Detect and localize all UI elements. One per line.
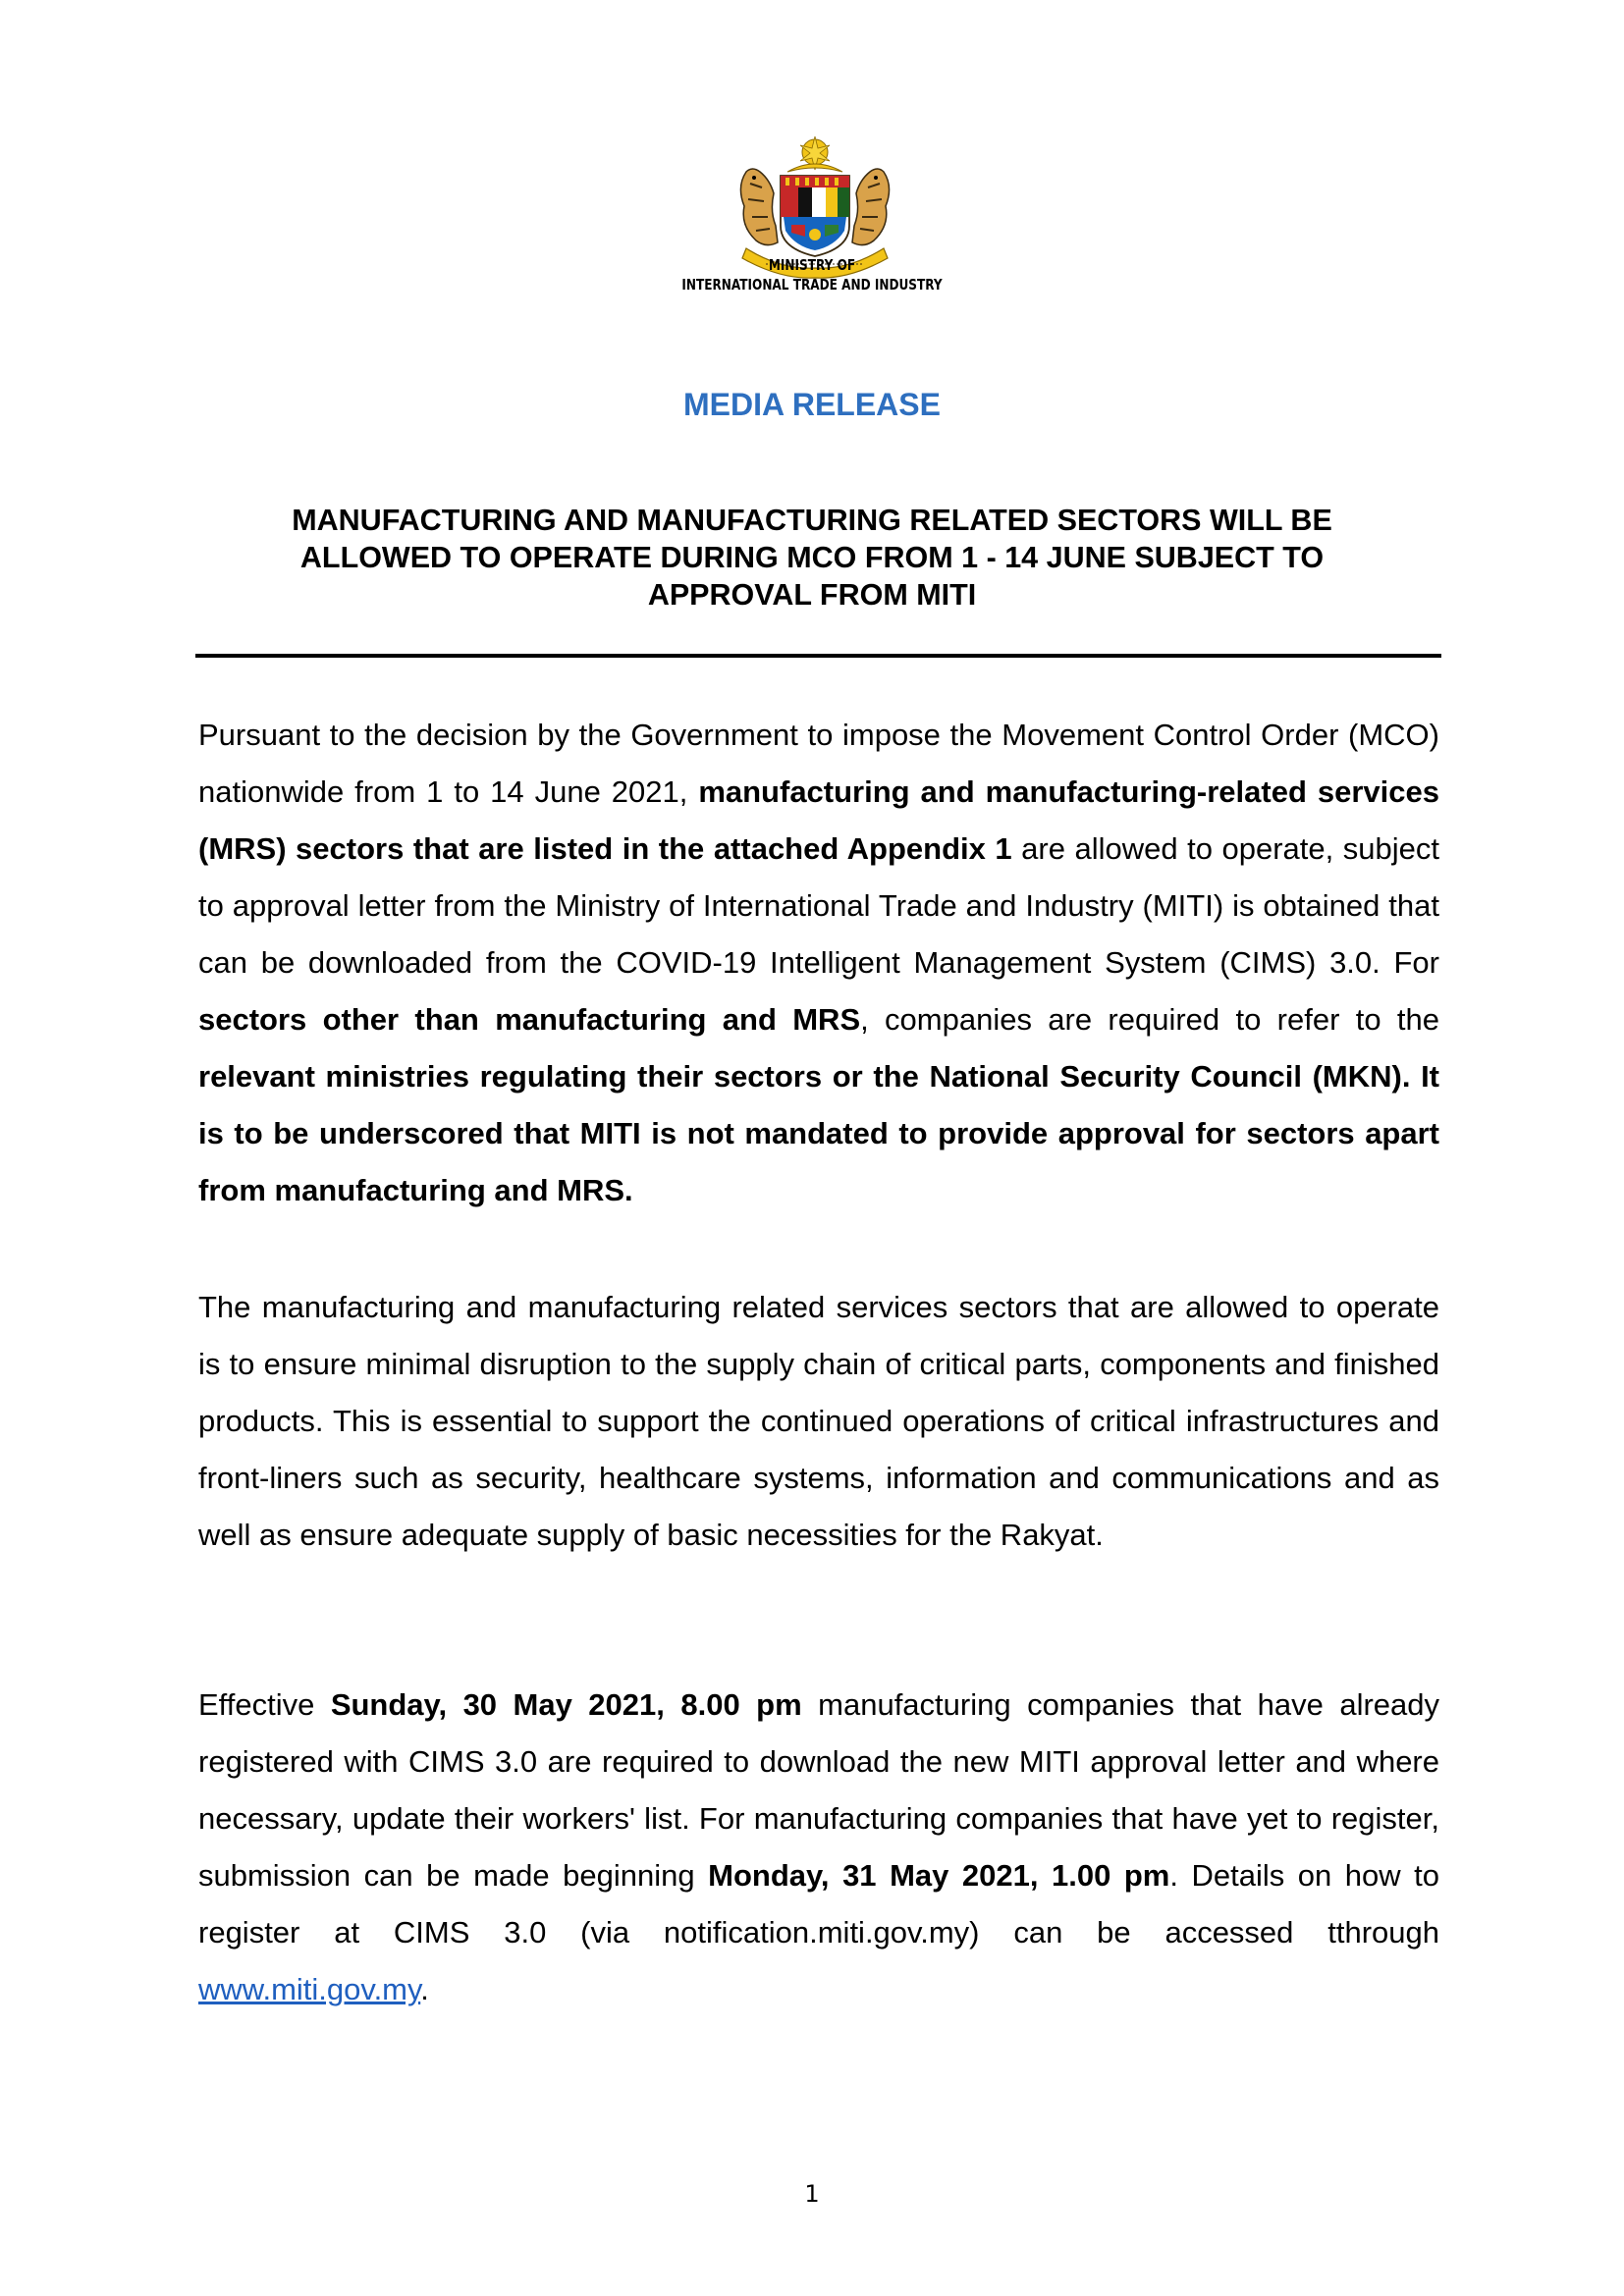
paragraph-3-text-2: manufacturing companies that have already registered with CIMS 3.0 are required to download the new MITI approval letter and where necessary, update their workers' list. For manufacturing companies that have yet to register, submission can be made beginning <box>198 1687 1440 1893</box>
paragraph-3 <box>198 1677 1439 2018</box>
paragraph-3-text-3: . Details on how to register at CIMS 3.0 (via notification.miti.gov.my) can be accessed tthrough <box>198 1858 1439 1949</box>
media-release-label: MEDIA RELEASE <box>683 387 941 422</box>
right-tiger-icon <box>852 169 890 245</box>
page-number: 1 <box>804 2180 820 2208</box>
ministry-name-line-2: INTERNATIONAL TRADE AND INDUSTRY <box>681 276 943 294</box>
divider <box>195 654 1441 658</box>
paragraph-1-text-3: , companies are required to refer to the <box>860 1002 1439 1037</box>
ministry-name-line-1: MINISTRY OF <box>768 256 856 274</box>
paragraph-1-text-2: are allowed to operate, subject to approval letter from the Ministry of International Trade and Industry (MITI) is obtained that can be downloaded from the COVID-19 Intelligent Management System (CIMS) 3.0. For <box>198 831 1439 980</box>
paragraph-3-bold-1: Sunday, 30 May 2021, 8.00 pm <box>330 1687 802 1722</box>
paragraph-1 <box>198 707 1439 1219</box>
paragraph-1-bold-3: relevant ministries regulating their sectors or the National Security Council (MKN). It is to be underscored that MITI is not mandated to provide approval for sectors apart from manufacturing and MRS. <box>198 1059 1439 1207</box>
headline-line-2: ALLOWED TO OPERATE DURING MCO FROM 1 - 14 JUNE SUBJECT TO <box>299 541 1325 574</box>
left-tiger-icon <box>740 169 778 245</box>
paragraph-3-text-4: . <box>420 1972 429 2006</box>
headline-line-1: MANUFACTURING AND MANUFACTURING RELATED SECTORS WILL BE <box>292 504 1332 537</box>
headline-line-3: APPROVAL FROM MITI <box>647 578 977 612</box>
paragraph-1-bold-2: sectors other than manufacturing and MRS <box>198 1002 861 1037</box>
paragraph-1-text-1: Pursuant to the decision by the Government to impose the Movement Control Order (MCO) nationwide from 1 to 14 June 2021, <box>198 718 1439 809</box>
paragraph-3-bold-2: Monday, 31 May 2021, 1.00 pm <box>708 1858 1170 1893</box>
miti-website-link[interactable]: www.miti.gov.my <box>198 1972 421 2006</box>
shield-icon <box>781 176 849 256</box>
headline <box>196 502 1428 614</box>
paragraph-2: The manufacturing and manufacturing related services sectors that are allowed to operate is to ensure minimal disruption to the supply chain of critical parts, components and finished products. This is essential to support the continued operations of critical infrastructures and front-liners such as security, healthcare systems, information and communications and as well as ensure adequate supply of basic necessities for the Rakyat. <box>198 1290 1439 1552</box>
paragraph-3-text-1: Effective <box>198 1687 331 1722</box>
paragraph-1-bold-1: manufacturing and manufacturing-related services (MRS) sectors that are listed in the attached Appendix 1 <box>198 774 1439 866</box>
ministry-name <box>659 255 965 294</box>
